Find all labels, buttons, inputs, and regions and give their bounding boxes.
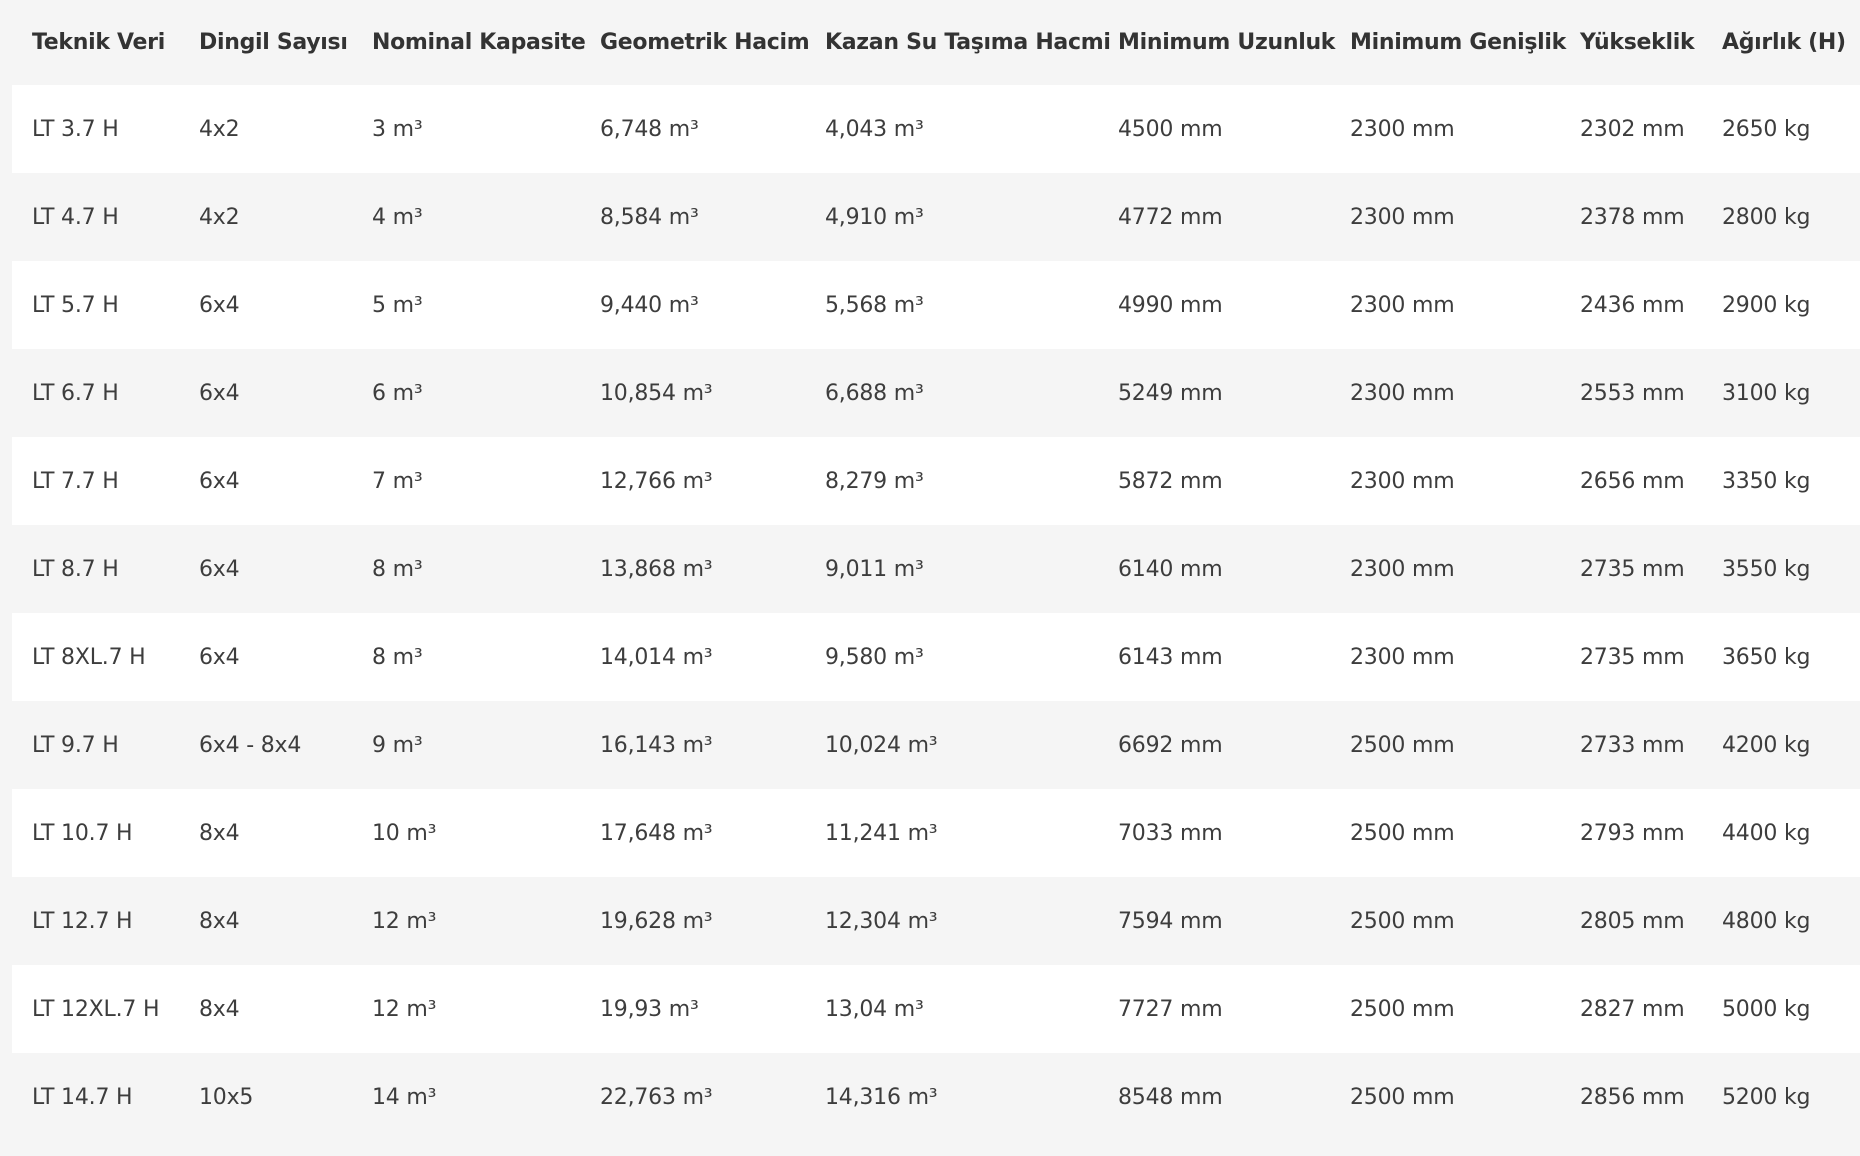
cell-model: LT 5.7 H — [32, 292, 119, 318]
cell-min-width: 2300 mm — [1350, 292, 1455, 318]
header-water-volume: Kazan Su Taşıma Hacmi — [825, 30, 1111, 55]
table-row — [12, 437, 1860, 525]
cell-capacity: 6 m³ — [372, 380, 423, 406]
cell-axles: 8x4 — [199, 908, 240, 934]
cell-min-length: 7033 mm — [1118, 820, 1223, 846]
cell-min-length: 5872 mm — [1118, 468, 1223, 494]
cell-capacity: 7 m³ — [372, 468, 423, 494]
cell-axles: 6x4 - 8x4 — [199, 732, 302, 758]
cell-min-width: 2300 mm — [1350, 204, 1455, 230]
cell-geometric-volume: 6,748 m³ — [600, 116, 699, 142]
table-row — [12, 349, 1860, 437]
cell-water-volume: 4,043 m³ — [825, 116, 924, 142]
cell-height: 2805 mm — [1580, 908, 1685, 934]
cell-min-width: 2500 mm — [1350, 996, 1455, 1022]
cell-weight: 2800 kg — [1722, 204, 1811, 230]
cell-weight: 5200 kg — [1722, 1084, 1811, 1110]
cell-model: LT 10.7 H — [32, 820, 133, 846]
table-row — [12, 85, 1860, 173]
cell-min-length: 7727 mm — [1118, 996, 1223, 1022]
cell-geometric-volume: 19,93 m³ — [600, 996, 699, 1022]
cell-min-length: 6140 mm — [1118, 556, 1223, 582]
cell-water-volume: 9,011 m³ — [825, 556, 924, 582]
cell-axles: 8x4 — [199, 996, 240, 1022]
cell-height: 2735 mm — [1580, 556, 1685, 582]
cell-capacity: 3 m³ — [372, 116, 423, 142]
cell-min-length: 4772 mm — [1118, 204, 1223, 230]
cell-min-width: 2300 mm — [1350, 468, 1455, 494]
cell-model: LT 8XL.7 H — [32, 644, 146, 670]
cell-axles: 4x2 — [199, 204, 240, 230]
table-row — [12, 261, 1860, 349]
cell-min-length: 4500 mm — [1118, 116, 1223, 142]
cell-height: 2733 mm — [1580, 732, 1685, 758]
cell-weight: 4200 kg — [1722, 732, 1811, 758]
table-header — [12, 0, 1860, 85]
cell-capacity: 12 m³ — [372, 908, 437, 934]
cell-axles: 6x4 — [199, 556, 240, 582]
table-row — [12, 525, 1860, 613]
header-min-width: Minimum Genişlik — [1350, 30, 1566, 55]
cell-weight: 3350 kg — [1722, 468, 1811, 494]
table-row — [12, 965, 1860, 1053]
cell-capacity: 4 m³ — [372, 204, 423, 230]
cell-min-length: 7594 mm — [1118, 908, 1223, 934]
cell-water-volume: 13,04 m³ — [825, 996, 924, 1022]
cell-water-volume: 11,241 m³ — [825, 820, 938, 846]
cell-weight: 3100 kg — [1722, 380, 1811, 406]
cell-axles: 6x4 — [199, 292, 240, 318]
cell-height: 2656 mm — [1580, 468, 1685, 494]
header-geometric-volume: Geometrik Hacim — [600, 30, 810, 55]
cell-capacity: 8 m³ — [372, 644, 423, 670]
cell-geometric-volume: 19,628 m³ — [600, 908, 713, 934]
cell-geometric-volume: 14,014 m³ — [600, 644, 713, 670]
cell-water-volume: 8,279 m³ — [825, 468, 924, 494]
cell-model: LT 12XL.7 H — [32, 996, 160, 1022]
cell-axles: 10x5 — [199, 1084, 254, 1110]
header-min-length: Minimum Uzunluk — [1118, 30, 1336, 55]
cell-height: 2436 mm — [1580, 292, 1685, 318]
table-row — [12, 877, 1860, 965]
cell-weight: 4800 kg — [1722, 908, 1811, 934]
cell-height: 2302 mm — [1580, 116, 1685, 142]
cell-geometric-volume: 10,854 m³ — [600, 380, 713, 406]
table-body — [12, 85, 1860, 1141]
cell-model: LT 12.7 H — [32, 908, 133, 934]
cell-weight: 3650 kg — [1722, 644, 1811, 670]
cell-geometric-volume: 12,766 m³ — [600, 468, 713, 494]
cell-water-volume: 12,304 m³ — [825, 908, 938, 934]
cell-min-width: 2500 mm — [1350, 908, 1455, 934]
cell-weight: 5000 kg — [1722, 996, 1811, 1022]
cell-height: 2856 mm — [1580, 1084, 1685, 1110]
cell-geometric-volume: 9,440 m³ — [600, 292, 699, 318]
spec-table — [12, 0, 1860, 1141]
header-height: Yükseklik — [1580, 30, 1695, 55]
cell-min-width: 2300 mm — [1350, 644, 1455, 670]
cell-axles: 4x2 — [199, 116, 240, 142]
table-row — [12, 789, 1860, 877]
table-row — [12, 701, 1860, 789]
cell-geometric-volume: 22,763 m³ — [600, 1084, 713, 1110]
header-weight: Ağırlık (H) — [1722, 30, 1846, 55]
cell-water-volume: 5,568 m³ — [825, 292, 924, 318]
cell-model: LT 14.7 H — [32, 1084, 133, 1110]
cell-min-length: 6143 mm — [1118, 644, 1223, 670]
cell-height: 2827 mm — [1580, 996, 1685, 1022]
cell-weight: 2650 kg — [1722, 116, 1811, 142]
cell-geometric-volume: 17,648 m³ — [600, 820, 713, 846]
cell-capacity: 12 m³ — [372, 996, 437, 1022]
cell-capacity: 10 m³ — [372, 820, 437, 846]
header-axle-count: Dingil Sayısı — [199, 30, 348, 55]
cell-water-volume: 14,316 m³ — [825, 1084, 938, 1110]
cell-height: 2553 mm — [1580, 380, 1685, 406]
cell-min-length: 6692 mm — [1118, 732, 1223, 758]
header-row — [12, 0, 1860, 85]
cell-model: LT 6.7 H — [32, 380, 119, 406]
cell-capacity: 9 m³ — [372, 732, 423, 758]
cell-height: 2735 mm — [1580, 644, 1685, 670]
cell-capacity: 14 m³ — [372, 1084, 437, 1110]
cell-min-width: 2300 mm — [1350, 380, 1455, 406]
cell-min-length: 4990 mm — [1118, 292, 1223, 318]
cell-axles: 8x4 — [199, 820, 240, 846]
cell-model: LT 8.7 H — [32, 556, 119, 582]
cell-min-width: 2500 mm — [1350, 732, 1455, 758]
cell-capacity: 5 m³ — [372, 292, 423, 318]
cell-weight: 4400 kg — [1722, 820, 1811, 846]
cell-water-volume: 6,688 m³ — [825, 380, 924, 406]
cell-water-volume: 10,024 m³ — [825, 732, 938, 758]
cell-model: LT 9.7 H — [32, 732, 119, 758]
cell-model: LT 3.7 H — [32, 116, 119, 142]
table-row — [12, 1053, 1860, 1141]
cell-min-width: 2500 mm — [1350, 820, 1455, 846]
cell-min-width: 2300 mm — [1350, 556, 1455, 582]
cell-model: LT 7.7 H — [32, 468, 119, 494]
cell-min-width: 2500 mm — [1350, 1084, 1455, 1110]
header-technical-data: Teknik Veri — [32, 30, 165, 55]
cell-water-volume: 9,580 m³ — [825, 644, 924, 670]
cell-min-length: 8548 mm — [1118, 1084, 1223, 1110]
table-row — [12, 613, 1860, 701]
cell-water-volume: 4,910 m³ — [825, 204, 924, 230]
cell-min-width: 2300 mm — [1350, 116, 1455, 142]
cell-min-length: 5249 mm — [1118, 380, 1223, 406]
cell-weight: 2900 kg — [1722, 292, 1811, 318]
cell-weight: 3550 kg — [1722, 556, 1811, 582]
cell-axles: 6x4 — [199, 468, 240, 494]
cell-capacity: 8 m³ — [372, 556, 423, 582]
cell-height: 2378 mm — [1580, 204, 1685, 230]
table-row — [12, 173, 1860, 261]
cell-axles: 6x4 — [199, 644, 240, 670]
cell-model: LT 4.7 H — [32, 204, 119, 230]
cell-axles: 6x4 — [199, 380, 240, 406]
cell-geometric-volume: 13,868 m³ — [600, 556, 713, 582]
cell-geometric-volume: 16,143 m³ — [600, 732, 713, 758]
cell-geometric-volume: 8,584 m³ — [600, 204, 699, 230]
header-nominal-capacity: Nominal Kapasite — [372, 30, 586, 55]
cell-height: 2793 mm — [1580, 820, 1685, 846]
